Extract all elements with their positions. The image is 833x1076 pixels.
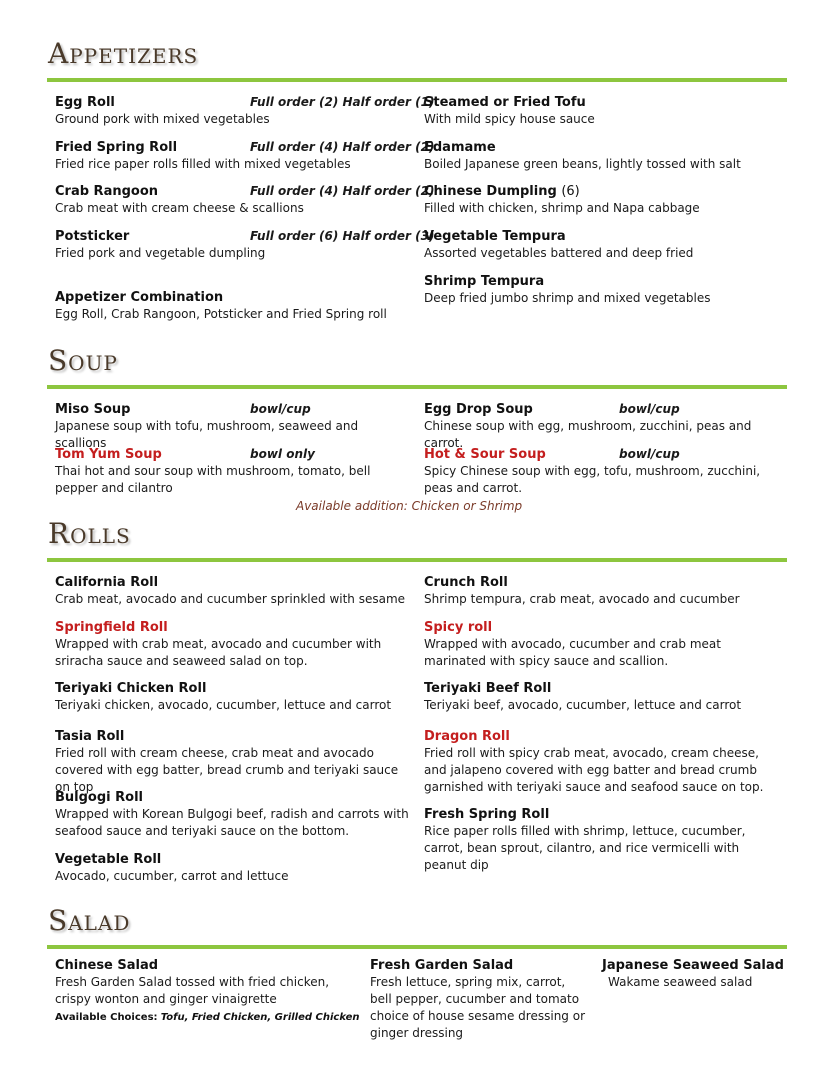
menu-item-miso-soup: [55, 401, 400, 452]
item-count: (6): [561, 184, 580, 199]
salad-choices-value: Tofu, Fried Chicken, Grilled Chicken: [160, 1012, 360, 1023]
menu-item-fresh-garden-salad: [370, 957, 588, 1042]
item-description: Rice paper rolls filled with shrimp, lettuce, cucumber, carrot, bean sprout, cilantro, and rice vermicelli with peanut dip: [424, 824, 746, 872]
item-description: Thai hot and sour soup with mushroom, tomato, bell pepper and cilantro: [55, 464, 371, 495]
item-name: Springfield Roll: [55, 620, 168, 635]
item-name: Teriyaki Beef Roll: [424, 681, 552, 696]
item-name: Spicy roll: [424, 620, 493, 635]
item-description: Egg Roll, Crab Rangoon, Potsticker and Fried Spring roll: [55, 307, 387, 321]
menu-item-vegetable-roll: [55, 851, 410, 885]
salad-choices: [55, 1012, 360, 1023]
item-name: Steamed or Fried Tofu: [424, 95, 586, 110]
item-description: Fresh Garden Salad tossed with fried chicken, crispy wonton and ginger vinaigrette: [55, 975, 330, 1006]
item-description: Crab meat, avocado and cucumber sprinkled with sesame: [55, 592, 406, 606]
item-description: Crab meat with cream cheese & scallions: [55, 201, 304, 215]
item-description: Ground pork with mixed vegetables: [55, 112, 270, 126]
item-name: Bulgogi Roll: [55, 790, 143, 805]
item-name: Egg Drop Soup: [424, 402, 533, 417]
item-name: Fresh Spring Roll: [424, 807, 550, 822]
item-name: Crab Rangoon: [55, 184, 159, 199]
rolls-divider: [47, 558, 787, 562]
menu-item-fresh-spring-roll: [424, 806, 776, 874]
menu-item-edamame: [424, 139, 784, 173]
menu-item-spicy-roll: [424, 619, 776, 670]
item-description: Chinese soup with egg, mushroom, zucchini, peas and carrot.: [424, 419, 752, 450]
menu-item-japanese-seaweed-salad: [602, 957, 802, 991]
menu-item-shrimp-tempura: [424, 273, 784, 307]
item-name: Dragon Roll: [424, 729, 510, 744]
item-description: Deep fried jumbo shrimp and mixed vegetables: [424, 291, 711, 305]
item-description: Wakame seaweed salad: [608, 975, 753, 989]
item-portion: bowl/cup: [619, 447, 680, 461]
item-name: Shrimp Tempura: [424, 274, 545, 289]
item-description: Fried roll with cream cheese, crab meat and avocado covered with egg batter, bread crumb and teriyaki sauce on top: [55, 746, 399, 794]
item-name: Miso Soup: [55, 402, 131, 417]
item-name: Chinese Dumpling: [424, 184, 557, 199]
menu-item-teriyaki-beef-roll: [424, 680, 776, 714]
menu-item-tofu: [424, 94, 784, 128]
soup-addition-note: Available addition: Chicken or Shrimp: [296, 499, 523, 513]
item-portion: Full order (2) Half order (1): [250, 95, 435, 109]
menu-item-springfield-roll: [55, 619, 410, 670]
item-description: Teriyaki beef, avocado, cucumber, lettuce and carrot: [424, 698, 742, 712]
item-description: Fried rice paper rolls filled with mixed vegetables: [55, 157, 351, 171]
item-name: Vegetable Tempura: [424, 229, 566, 244]
item-name: Tasia Roll: [55, 729, 125, 744]
soup-divider: [47, 385, 787, 389]
soup-heading: Soup: [48, 344, 118, 377]
item-description: Wrapped with Korean Bulgogi beef, radish and carrots with seafood sauce and teriyaki sauce on the bottom.: [55, 807, 409, 838]
menu-item-dragon-roll: [424, 728, 776, 796]
item-name: Vegetable Roll: [55, 852, 162, 867]
rolls-heading: Rolls: [48, 517, 131, 550]
item-description: Boiled Japanese green beans, lightly tossed with salt: [424, 157, 741, 171]
item-description: Japanese soup with tofu, mushroom, seaweed and scallions: [55, 419, 359, 450]
item-description: Teriyaki chicken, avocado, cucumber, lettuce and carrot: [55, 698, 392, 712]
menu-item-california-roll: [55, 574, 410, 608]
item-name: Potsticker: [55, 229, 130, 244]
item-description: Spicy Chinese soup with egg, tofu, mushroom, zucchini, peas and carrot.: [424, 464, 761, 495]
salad-divider: [47, 945, 787, 949]
item-name: Fresh Garden Salad: [370, 958, 514, 973]
item-portion: bowl only: [250, 447, 315, 461]
item-name: Edamame: [424, 140, 496, 155]
menu-item-teriyaki-chicken-roll: [55, 680, 410, 714]
item-name: Appetizer Combination: [55, 290, 224, 305]
appetizers-heading: Appetizers: [48, 37, 199, 70]
menu-item-chinese-dumpling: [424, 183, 784, 217]
item-name: Hot & Sour Soup: [424, 447, 546, 462]
menu-item-tom-yum-soup: [55, 446, 400, 497]
appetizers-divider: [47, 78, 787, 82]
item-portion: bowl/cup: [619, 402, 680, 416]
salad-choices-label: Available Choices:: [55, 1012, 158, 1023]
item-description: Fried roll with spicy crab meat, avocado, cream cheese, and jalapeno covered with egg batter and bread crumb garnished with teriyaki sauce and seafood sauce on top.: [424, 746, 764, 794]
item-name: Japanese Seaweed Salad: [602, 958, 784, 973]
salad-heading: Salad: [48, 904, 131, 937]
item-name: Crunch Roll: [424, 575, 508, 590]
item-name: Chinese Salad: [55, 958, 159, 973]
item-description: Fresh lettuce, spring mix, carrot, bell pepper, cucumber and tomato choice of house sesame dressing or ginger dressing: [370, 975, 586, 1040]
item-description: With mild spicy house sauce: [424, 112, 595, 126]
item-description: Wrapped with avocado, cucumber and crab meat marinated with spicy sauce and scallion.: [424, 637, 721, 668]
item-portion: Full order (4) Half order (2): [250, 140, 435, 154]
item-description: Assorted vegetables battered and deep fried: [424, 246, 694, 260]
item-name: California Roll: [55, 575, 159, 590]
menu-item-chinese-salad: [55, 957, 355, 1008]
item-description: Wrapped with crab meat, avocado and cucumber with sriracha sauce and seaweed salad on top.: [55, 637, 382, 668]
menu-item-vegetable-tempura: [424, 228, 784, 262]
menu-item-crunch-roll: [424, 574, 776, 608]
menu-item-appetizer-combination: [55, 289, 415, 323]
item-portion: Full order (4) Half order (2): [250, 184, 435, 198]
item-description: Shrimp tempura, crab meat, avocado and cucumber: [424, 592, 740, 606]
menu-item-tasia-roll: [55, 728, 410, 796]
item-name-row: [424, 183, 784, 200]
item-name: Egg Roll: [55, 95, 115, 110]
item-name: Fried Spring Roll: [55, 140, 178, 155]
item-name: Teriyaki Chicken Roll: [55, 681, 207, 696]
item-description: Avocado, cucumber, carrot and lettuce: [55, 869, 289, 883]
item-description: Fried pork and vegetable dumpling: [55, 246, 266, 260]
menu-item-egg-drop-soup: [424, 401, 784, 452]
item-portion: Full order (6) Half order (3): [250, 229, 435, 243]
menu-item-bulgogi-roll: [55, 789, 410, 840]
menu-item-hot-sour-soup: [424, 446, 769, 497]
item-description: Filled with chicken, shrimp and Napa cabbage: [424, 201, 700, 215]
item-portion: bowl/cup: [250, 402, 311, 416]
item-name: Tom Yum Soup: [55, 447, 162, 462]
